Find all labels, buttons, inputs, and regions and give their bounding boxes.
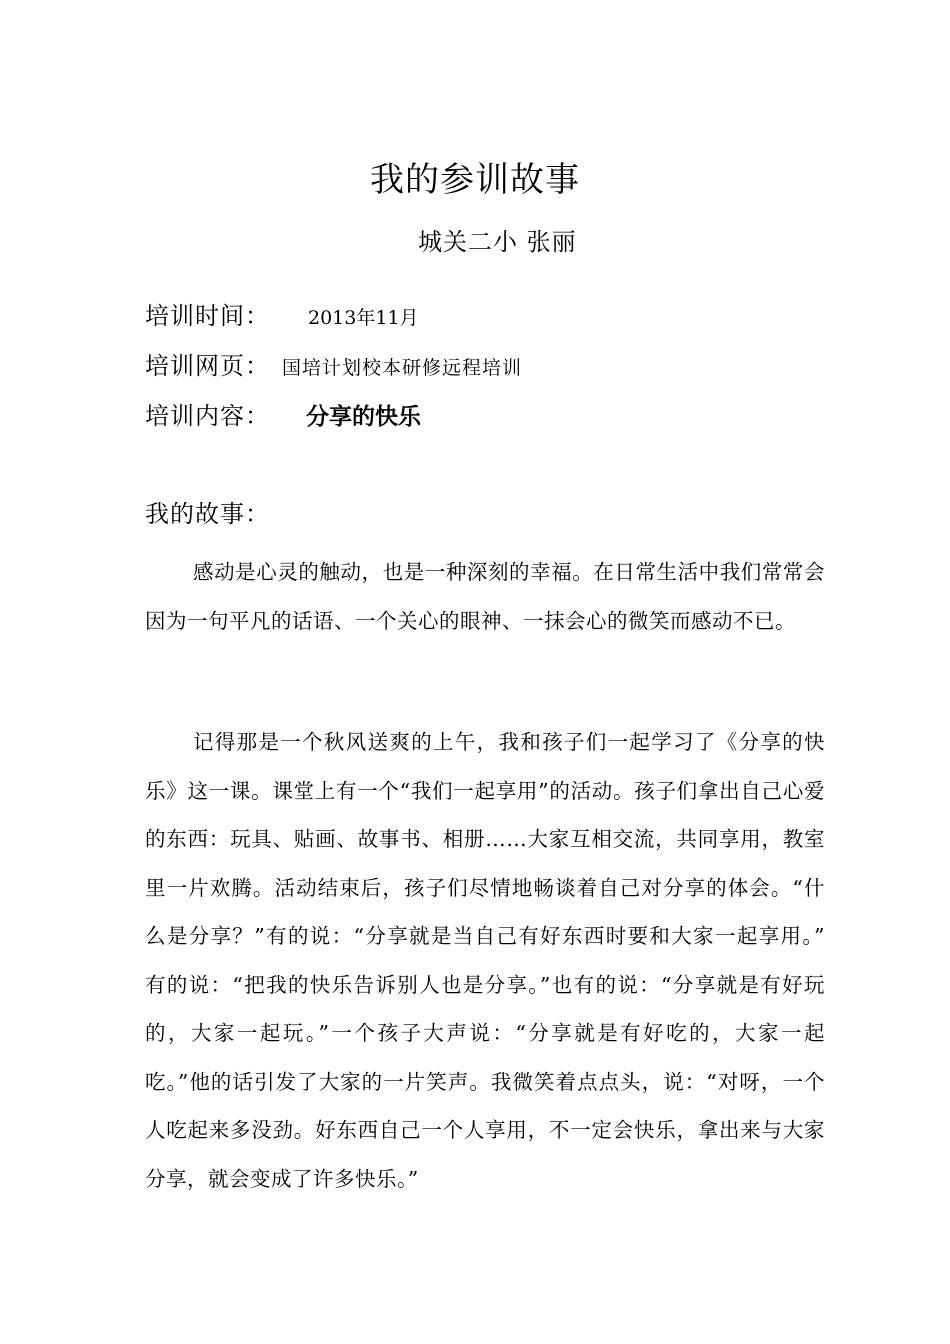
- info-label-webpage: 培训网页：: [145, 352, 270, 380]
- info-value-time: 2013年11月: [308, 307, 419, 329]
- info-label-time: 培训时间：: [145, 302, 270, 330]
- document-title: 我的参训故事: [370, 160, 580, 200]
- story-heading: 我的故事：: [145, 500, 270, 528]
- info-row-webpage: [145, 346, 522, 381]
- author-line: 城关二小 张丽: [418, 228, 577, 256]
- info-value-content: 分享的快乐: [306, 404, 421, 430]
- info-label-content: 培训内容：: [145, 402, 270, 430]
- info-value-webpage: 国培计划校本研修远程培训: [282, 357, 523, 379]
- info-row-time: [145, 296, 419, 331]
- info-row-content: [145, 396, 421, 431]
- story-paragraph: 记得那是一个秋风送爽的上午，我和孩子们一起学习了《分享的快乐》这一课。课堂上有一个“我们一起享用”的活动。孩子们拿出自己心爱的东西：玩具、贴画、故事书、相册……大家互相交流，共同享用，教室里一片欢腾。活动结束后，孩子们尽情地畅谈着自己对分享的体会。“什么是分享？”有的说：“分享就是当自己有好东西时要和大家一起享用。” 有的说：“把我的快乐告诉别人也是分享。”也有的说：“分享就是有好玩的，大家一起玩。”一个孩子大声说：“分享就是有好吃的，大家一起吃。”他的话引发了大家的一片笑声。我微笑着点点头，说：“对呀，一个人吃起来多没劲。好东西自己一个人享用，不一定会快乐，拿出来与大家分享，就会变成了许多快乐。”: [145, 730, 825, 1191]
- story-paragraph: 感动是心灵的触动，也是一种深刻的幸福。在日常生活中我们常常会因为一句平凡的话语、一个关心的眼神、一抹会心的微笑而感动不已。: [145, 560, 825, 633]
